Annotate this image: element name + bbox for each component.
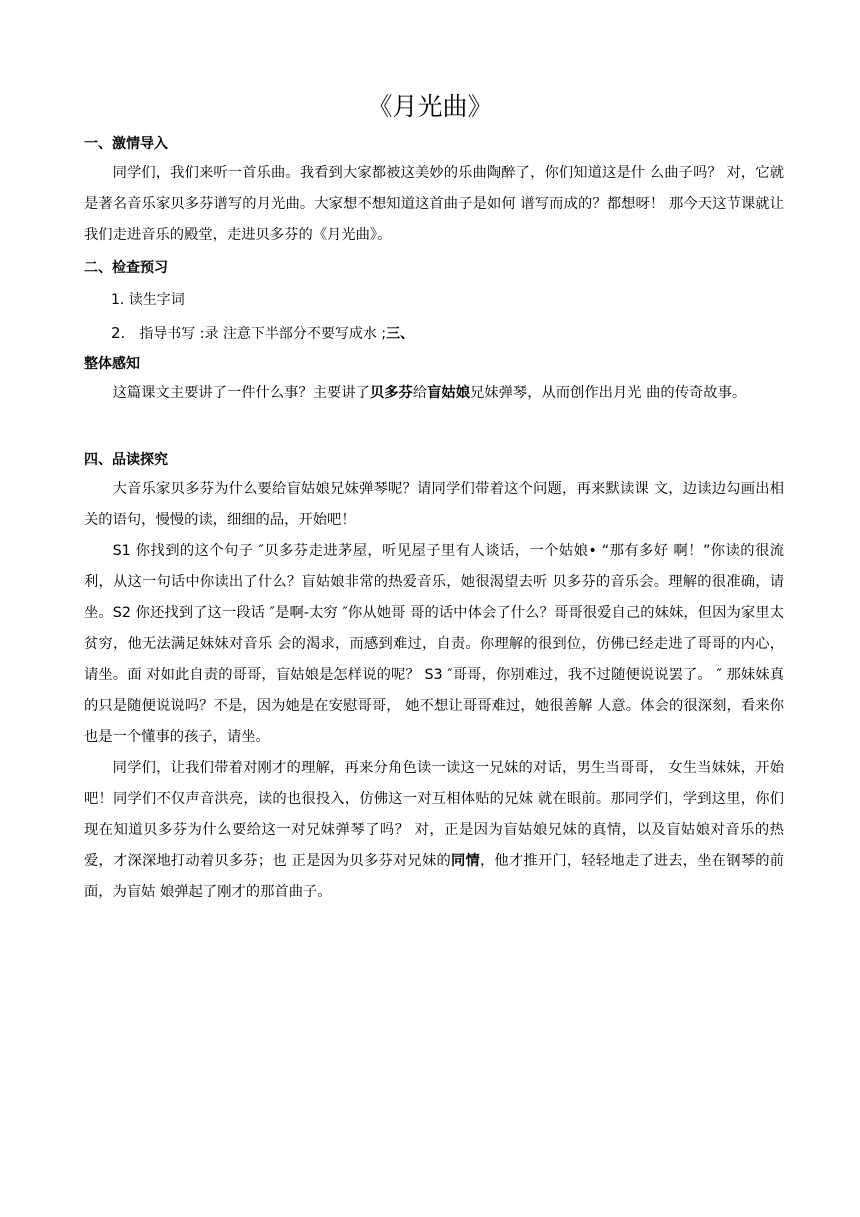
list-item-number: 2. — [111, 324, 126, 342]
list-item-writing-guide — [111, 323, 414, 344]
section-paragraph-overview — [84, 378, 784, 409]
section-paragraph-intro: 同学们，我们来听一首乐曲。我看到大家都被这美妙的乐曲陶醉了，你们知道这是什 么曲子吗？ 对，它就是著名音乐家贝多芬谱写的月光曲。大家想不想知道这首曲子是如何 谱写而成的？都想呀！ 那今天这节课就让我们走进音乐的殿堂，走进贝多芬的《月光曲》。 — [84, 165, 784, 243]
bold-name-beethoven: 贝多芬 — [369, 385, 413, 401]
page-title: 《月光曲》 — [367, 92, 493, 121]
text-run: ，他才推开门，轻轻地走了进去，坐在钢琴的前面，为盲姑 娘弹起了刚才的那首曲子。 — [84, 853, 785, 900]
section-heading-preview: 二、检查预习 — [84, 260, 168, 276]
section-number-inline: 三、 — [386, 326, 415, 342]
section-paragraph-explore-2: S1 你找到的这个句子 ″贝多芬走进茅屋，听见屋子里有人谈话，一个姑娘• “那有多好 啊！”你读的很流利，从这一句话中你读出了什么？盲姑娘非常的热爱音乐，她很渴望去听 贝多芬的音乐会。理解的很准确，请坐。S2 你还找到了这一段话 ″是啊-太穷 ″你从她哥 哥的话中体会了什么？哥哥很爱自己的妹妹，但因为家里太贫穷，他无法满足妹妹对音乐 会的渴求，而感到难过，自责。你理解的很到位，仿佛已经走进了哥哥的内心，请坐。面 对如此自责的哥哥，盲姑娘是怎样说的呢？ S3 ″哥哥，你别难过，我不过随便说说罢了。 ″ 那妹妹真的只是随便说说吗？不是，因为她是在安慰哥哥， 她不想让哥哥难过，她很善解 人意。体会的很深刻，看来你也是一个懂事的孩子，请坐。 — [84, 543, 784, 745]
text-run: 这篇课文主要讲了一件什么事？主要讲了 — [112, 385, 370, 401]
bold-name-blind-girl: 盲姑娘 — [427, 385, 471, 401]
text-run: 兄妹弹琴，从而创作出月光 曲的传奇故事。 — [470, 385, 747, 401]
section-heading-overview: 整体感知 — [84, 356, 140, 372]
text-run: 给 — [412, 385, 428, 401]
bold-word-sympathy: 同情 — [450, 853, 480, 869]
text-run: 同学们，让我们带着对刚才的理解，再来分角色读一读这一兄妹的对话，男生当哥哥， 女生当妹妹，开始吧！同学们不仅声音洪亮，读的也很投入，仿佛这一对互相体贴的兄妹 就在眼前。那同学们，学到这里，你们现在知道贝多芬为什么要给这一对兄妹弹琴了吗？ 对，正是因为盲姑娘兄妹的真情，以及盲姑娘对音乐的热爱，才深深地打动着贝多芬；也 正是因为贝多芬对兄妹的 — [84, 760, 784, 869]
list-item-text: 指导书写 :录 注意下半部分不要写成水 ; — [139, 326, 387, 342]
section-paragraph-explore-1: 大音乐家贝多芬为什么要给盲姑娘兄妹弹琴呢？请同学们带着这个问题，再来默读课 文，边读边勾画出相关的语句，慢慢的读，细细的品，开始吧！ — [84, 481, 784, 528]
section-heading-intro: 一、激情导入 — [84, 136, 168, 152]
list-item-read-words: 1. 读生字词 — [111, 292, 185, 308]
section-heading-explore: 四、品读探究 — [84, 452, 168, 468]
section-paragraph-explore-3 — [84, 753, 784, 908]
